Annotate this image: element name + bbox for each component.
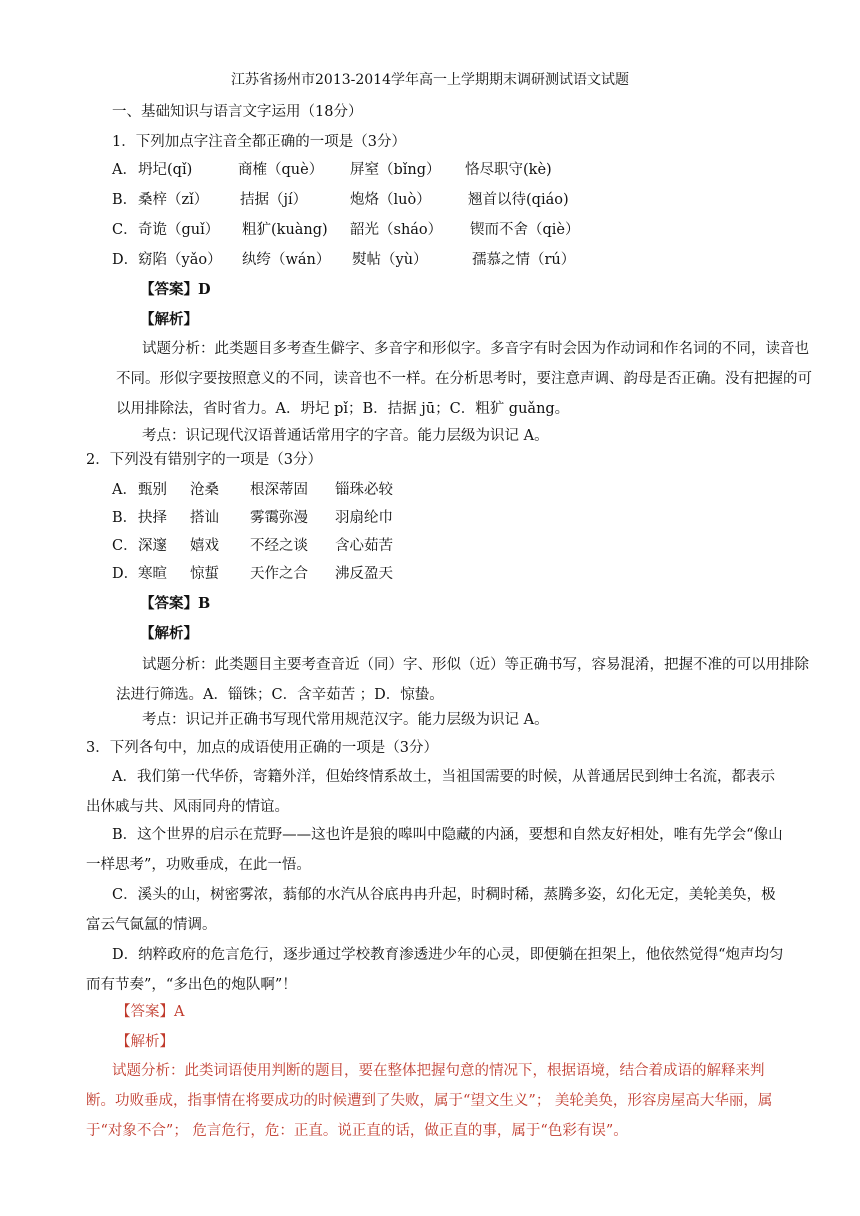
option-item: 天作之合 — [250, 566, 308, 582]
option-item: 寒暄 — [138, 566, 167, 582]
option-item: 纨绔（wán） — [242, 252, 331, 268]
option-item: 商榷（què） — [238, 162, 324, 178]
option-item: 含心茹苦 — [335, 538, 393, 554]
option-item: 屏窒（bǐng） — [350, 162, 441, 178]
option-item: 不经之谈 — [250, 538, 308, 554]
q1-analysis: 试题分析：此类题目多考查生僻字、多音字和形似字。多音字有时会因为作动词和作名词的不同，读音也不同。形似字要按照意义的不同，读音也不一样。在分析思考时，要注意声调、韵母是否正确。没有把握的可以用排除法，省时省力。A．坍圮 pǐ；B．拮据 jū；C．粗犷 guǎng。 — [116, 341, 812, 417]
option-label: C． — [112, 222, 138, 238]
option-item: 恪尽职守(kè) — [465, 162, 552, 178]
page-title: 江苏省扬州市2013-2014学年高一上学期期末调研测试语文试题 — [231, 72, 629, 88]
option-label: D． — [112, 566, 139, 582]
option-item: 坍圮(qǐ) — [138, 162, 193, 178]
q3-option-c: C．溪头的山，树密雾浓，蓊郁的水汽从谷底冉冉升起，时稠时稀，蒸腾多姿，幻化无定，美轮美奂，极富云气氤氲的情调。 — [86, 887, 776, 933]
option-item: 翘首以待(qiáo) — [468, 192, 569, 208]
option-item: 惊蜇 — [190, 566, 219, 582]
q3-option-d: D．纳粹政府的危言危行，逐步通过学校教育渗透进少年的心灵，即便躺在担架上，他依然觉得“炮声均匀而有节奏”，“多出色的炮队啊”！ — [86, 947, 784, 993]
option-label: B． — [112, 510, 138, 526]
q2-analysis: 试题分析：此类题目主要考查音近（同）字、形似（近）等正确书写，容易混淆，把握不准的可以用排除法进行筛选。A．锱铢；C．含辛茹苦 ；D．惊蛰。 — [116, 657, 809, 703]
q3-option-a: A．我们第一代华侨，寄籍外洋，但始终情系故土，当祖国需要的时候，从普通居民到绅士名流，都表示出休戚与共、风雨同舟的情谊。 — [86, 769, 775, 815]
q3-analysis-label: 【解析】 — [116, 1034, 174, 1050]
option-item: 甄别 — [138, 482, 167, 498]
option-label: C． — [112, 538, 138, 554]
option-item: 锱珠必较 — [335, 482, 393, 498]
q1-point: 考点：识记现代汉语普通话常用字的字音。能力层级为识记 A。 — [142, 428, 549, 444]
q2-stem: 2．下列没有错别字的一项是（3分） — [86, 452, 322, 468]
option-item: 熨帖（yù） — [352, 252, 428, 268]
option-item: 奇诡（guǐ） — [138, 222, 220, 238]
option-label: D． — [112, 252, 139, 268]
q3-stem: 3．下列各句中，加点的成语使用正确的一项是（3分） — [86, 740, 438, 756]
option-item: 孺慕之情（rú） — [472, 252, 576, 268]
option-label: A． — [112, 482, 137, 498]
q2-point: 考点：识记并正确书写现代常用规范汉字。能力层级为识记 A。 — [142, 712, 549, 728]
section-heading: 一、基础知识与语言文字运用（18分） — [112, 104, 363, 120]
q1-stem: 1．下列加点字注音全都正确的一项是（3分） — [112, 134, 406, 150]
q3-option-b: B．这个世界的启示在荒野——这也许是狼的嗥叫中隐藏的内涵，要想和自然友好相处，唯有先学会“像山一样思考”，功败垂成，在此一悟。 — [86, 827, 783, 873]
option-item: 沧桑 — [190, 482, 219, 498]
option-item: 雾霭弥漫 — [250, 510, 308, 526]
option-item: 嬉戏 — [190, 538, 219, 554]
q2-answer: 【答案】B — [140, 595, 211, 612]
option-item: 沸反盈天 — [335, 566, 393, 582]
option-item: 拮据（jí） — [240, 192, 308, 208]
q3-analysis: 试题分析：此类词语使用判断的题目，要在整体把握句意的情况下，根据语境，结合着成语的解释来判断。功败垂成，指事情在将要成功的时候遭到了失败，属于“望文生义”； 美轮美奂，形容房屋高大华丽，属于“对象不合”； 危言危行，危：正直。说正直的话，做正直的事，属于“色彩有误”。 — [86, 1063, 773, 1139]
option-label: A． — [112, 162, 137, 178]
option-item: 桑梓（zǐ） — [138, 192, 209, 208]
option-item: 抉择 — [138, 510, 167, 526]
option-item: 搭讪 — [190, 510, 219, 526]
q1-answer: 【答案】D — [140, 281, 211, 298]
option-item: 粗犷(kuàng) — [242, 222, 328, 238]
option-item: 窈陷（yǎo） — [138, 252, 222, 268]
q3-answer: 【答案】A — [116, 1004, 185, 1020]
q1-analysis-label: 【解析】 — [140, 311, 198, 328]
q2-analysis-label: 【解析】 — [140, 625, 198, 642]
option-item: 羽扇纶巾 — [335, 510, 393, 526]
option-item: 深邃 — [138, 538, 167, 554]
option-item: 根深蒂固 — [250, 482, 308, 498]
option-label: B． — [112, 192, 138, 208]
option-item: 锲而不舍（qiè） — [470, 222, 580, 238]
option-item: 炮烙（luò） — [350, 192, 431, 208]
option-item: 韶光（sháo） — [350, 222, 443, 238]
